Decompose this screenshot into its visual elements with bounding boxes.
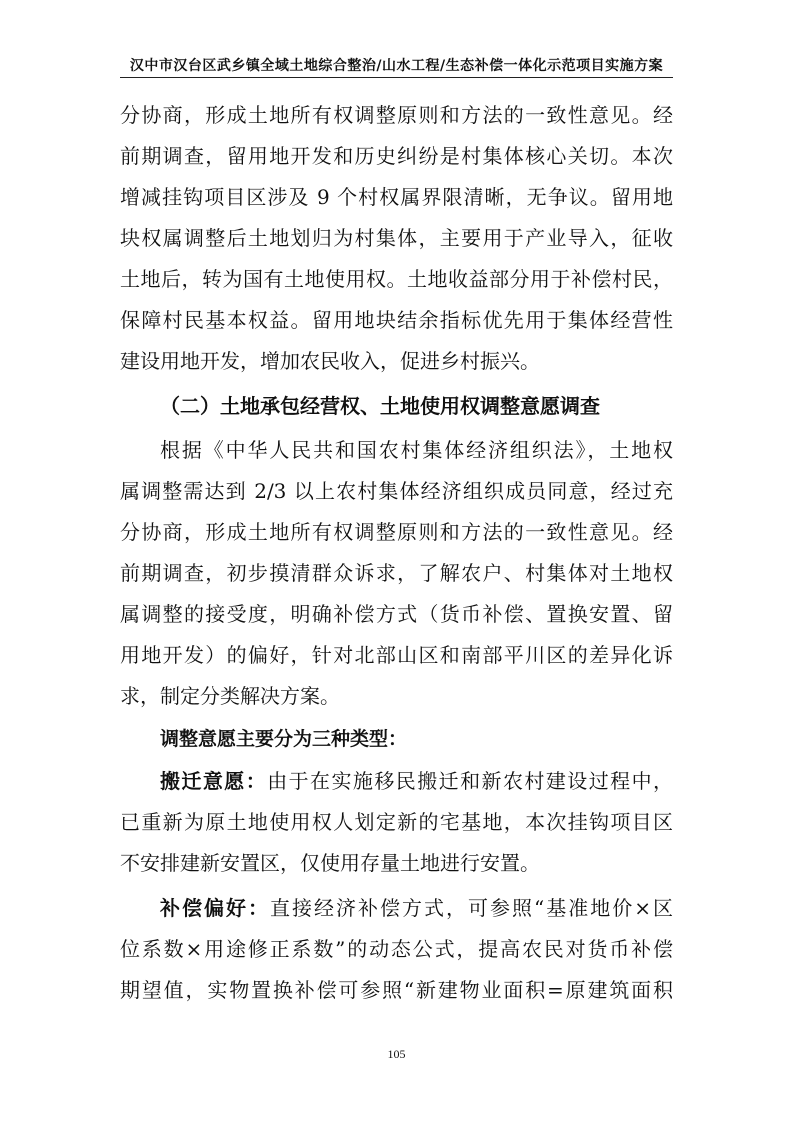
- text-line: 求，制定分类解决方案。: [120, 684, 340, 708]
- text-line: [120, 761, 673, 802]
- text-line: 前期调查，初步摸清群众诉求，了解农户、村集体对土地权: [120, 561, 673, 585]
- text-line: 属调整需达到 2/3 以上农村集体经济组织成员同意，经过充: [120, 479, 673, 503]
- paragraph-survey: [120, 430, 673, 717]
- header-divider: [120, 77, 673, 78]
- subheading: 调整意愿主要分为三种类型：: [160, 728, 408, 750]
- paragraph-continuation: [120, 95, 673, 382]
- text-line: 不安排建新安置区，仅使用存量土地进行安置。: [120, 851, 540, 875]
- text-line: 前期调查，留用地开发和历史纠纷是村集体核心关切。本次: [120, 144, 673, 168]
- section-heading: （二）土地承包经营权、土地使用权调整意愿调查: [160, 394, 600, 418]
- document-body: [120, 95, 673, 1011]
- text-line: 根据《中华人民共和国农村集体经济组织法》，土地权: [160, 438, 673, 462]
- text-line: 已重新为原土地使用权人划定新的宅基地，本次挂钩项目区: [120, 810, 673, 834]
- text-span: 直接经济补偿方式，可参照“基准地价×区: [270, 896, 673, 920]
- text-line: 土地后，转为国有土地使用权。土地收益部分用于补偿村民，: [120, 267, 673, 291]
- paragraph-relocation: [120, 761, 673, 884]
- text-line: 建设用地开发，增加农民收入，促进乡村振兴。: [120, 349, 540, 373]
- text-line: 属调整的接受度，明确补偿方式（货币补偿、置换安置、留: [120, 602, 673, 626]
- text-line: 分协商，形成土地所有权调整原则和方法的一致性意见。经: [120, 520, 673, 544]
- text-line: 保障村民基本权益。留用地块结余指标优先用于集体经营性: [120, 308, 673, 332]
- lead-term: 补偿偏好：: [160, 896, 271, 920]
- text-line: 块权属调整后土地划归为村集体，主要用于产业导入，征收: [120, 226, 673, 250]
- text-line: [120, 888, 673, 929]
- paragraph-compensation: [120, 888, 673, 1011]
- text-span: 由于在实施移民搬迁和新农村建设过程中，: [267, 769, 673, 793]
- text-line: 分协商，形成土地所有权调整原则和方法的一致性意见。经: [120, 103, 673, 127]
- text-line: 位系数×用途修正系数”的动态公式，提高农民对货币补偿: [120, 937, 673, 961]
- page-number: 105: [387, 1047, 406, 1061]
- text-line: 用地开发）的偏好，针对北部山区和南部平川区的差异化诉: [120, 643, 673, 667]
- text-line: 期望值，实物置换补偿可参照“新建物业面积=原建筑面积: [120, 978, 673, 1002]
- lead-term: 搬迁意愿：: [160, 769, 268, 793]
- page-header: 汉中市汉台区武乡镇全域土地综合整治/山水工程/生态补偿一体化示范项目实施方案: [129, 58, 664, 74]
- text-line: 增减挂钩项目区涉及 9 个村权属界限清晰，无争议。留用地: [120, 185, 673, 209]
